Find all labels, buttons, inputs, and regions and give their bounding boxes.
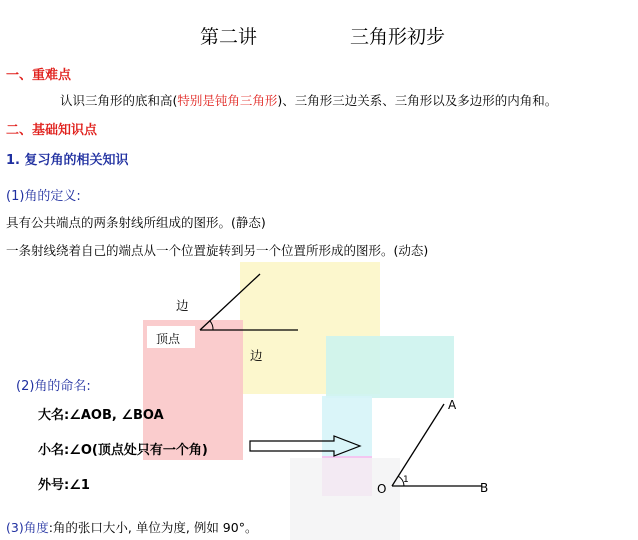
- definition-dynamic: 一条射线绕着自己的端点从一个位置旋转到另一个位置所形成的图形。(动态): [6, 243, 429, 258]
- degree-text: :角的张口大小, 单位为度, 例如 90°。: [48, 520, 258, 535]
- section-heading-basics: 二、基础知识点: [6, 123, 98, 138]
- subheading-angle-review: 1. 复习角的相关知识: [6, 153, 129, 168]
- naming-small: 小名:∠O(顶点处只有一个角): [38, 443, 208, 458]
- definition-static: 具有公共端点的两条射线所组成的图形。(静态): [6, 215, 266, 230]
- point-b-label: B: [480, 481, 489, 495]
- arrow-right-icon: [248, 434, 364, 458]
- naming-number: 外号:∠1: [38, 478, 90, 493]
- side-label-top: 边: [176, 298, 189, 313]
- point-a-label: A: [448, 398, 457, 412]
- section-heading-key-points: 一、重难点: [6, 68, 72, 83]
- angle-number-label: 1: [403, 475, 409, 485]
- definition-label: (1)角的定义:: [6, 189, 81, 204]
- side-label-bottom: 边: [250, 348, 263, 363]
- degree-line: [6, 518, 257, 536]
- watermark-grey: [290, 458, 400, 540]
- watermark-cyan: [326, 336, 454, 398]
- point-o-label: O: [377, 482, 387, 496]
- degree-label: (3)角度: [6, 520, 49, 535]
- naming-big: 大名:∠AOB, ∠BOA: [38, 408, 164, 423]
- key-points-text-a: 认识三角形的底和高(: [60, 93, 178, 108]
- vertex-label: 顶点: [156, 332, 181, 346]
- page-title-lecture: 第二讲: [200, 26, 258, 48]
- key-points-text-b: )、三角形三边关系、三角形以及多边形的内角和。: [277, 93, 558, 108]
- key-points-highlight: 特别是钝角三角形: [177, 93, 278, 108]
- naming-label: (2)角的命名:: [16, 379, 91, 394]
- key-points-text: [60, 91, 557, 109]
- page-title-topic: 三角形初步: [350, 26, 446, 48]
